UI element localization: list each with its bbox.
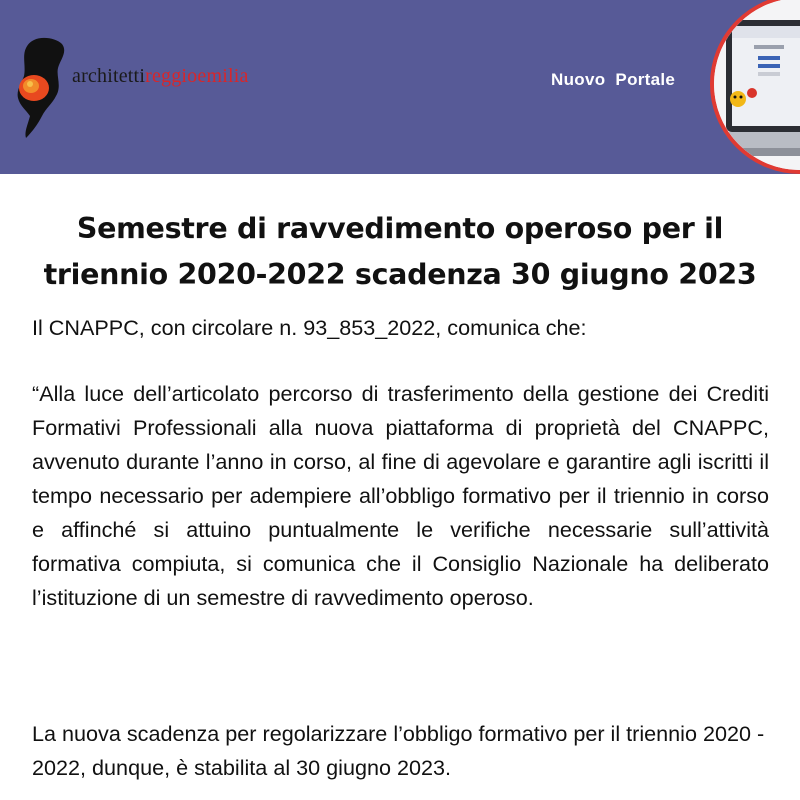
logo-text-architetti: architetti bbox=[72, 65, 146, 87]
logo-text[interactable] bbox=[72, 66, 249, 86]
quote-paragraph: “Alla luce dell’articolato percorso di trasferimento della gestione dei Crediti Formativi Professionali alla nuova piattaforma di proprietà del CNAPPC, avvenuto durante l’anno in corso, al fine di agevolare e garantire agli iscritti il tempo necessario per adempiere all’obbligo formativo per il triennio in corso e affinché si attuino puntualmente le verifiche necessarie sull’attività formativa compiuta, si comunica che il Consiglio Nazionale ha deliberato l’istituzione di un semestre di ravvedimento operoso. bbox=[32, 381, 769, 610]
portal-preview-image[interactable] bbox=[710, 0, 800, 174]
page-title-line-1: Semestre di ravvedimento operoso per il bbox=[76, 212, 724, 245]
laptop-portal-icon bbox=[714, 0, 800, 174]
flame-logo-icon bbox=[12, 36, 74, 140]
logo-text-reggioemilia: reggioemilia bbox=[145, 65, 249, 87]
page-title bbox=[0, 206, 800, 298]
intro-paragraph: Il CNAPPC, con circolare n. 93_853_2022, comunica che: bbox=[32, 315, 587, 340]
header-banner bbox=[0, 0, 800, 174]
page-title-line-2: triennio 2020-2022 scadenza 30 giugno 2023 bbox=[43, 258, 757, 291]
new-portal-label[interactable]: Nuovo Portale bbox=[551, 70, 676, 89]
closing-paragraph: La nuova scadenza per regolarizzare l’obbligo formativo per il triennio 2020 - 2022, dunque, è stabilita al 30 giugno 2023. bbox=[32, 721, 765, 780]
